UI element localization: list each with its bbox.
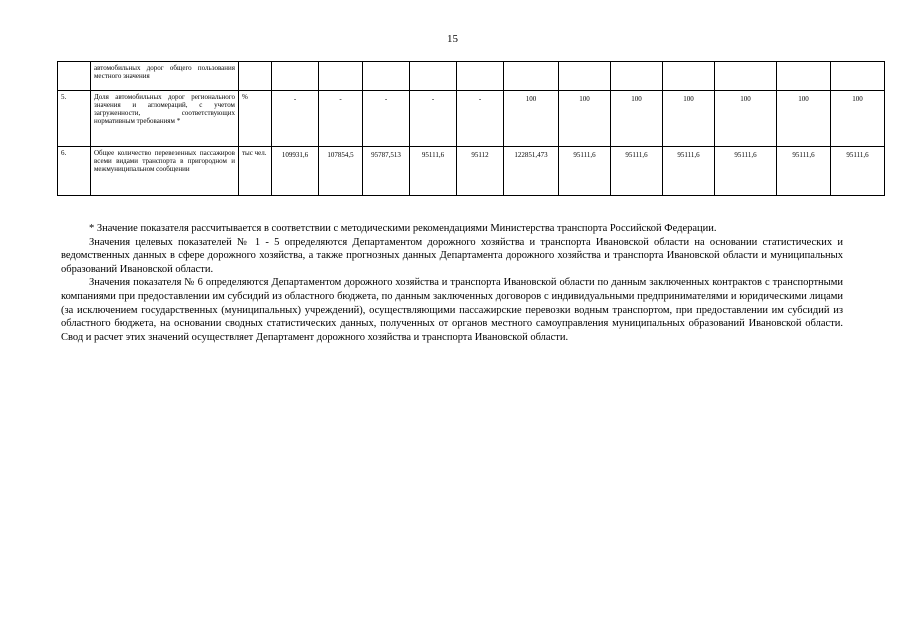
- value-cell: 100: [831, 91, 885, 147]
- value-cell: -: [363, 91, 410, 147]
- value-cell: 100: [715, 91, 777, 147]
- value-cell: 95112: [457, 147, 504, 196]
- value-cell: 95787,513: [363, 147, 410, 196]
- value-cell: 95111,6: [777, 147, 831, 196]
- value-cell: [504, 62, 559, 91]
- row-number-cell: [58, 62, 91, 91]
- value-cell: 100: [504, 91, 559, 147]
- unit-cell: %: [239, 91, 272, 147]
- table-body: [58, 62, 885, 196]
- value-cell: -: [457, 91, 504, 147]
- value-cell: [559, 62, 611, 91]
- notes-section: [61, 222, 843, 344]
- value-cell: 95111,6: [559, 147, 611, 196]
- value-cell: [831, 62, 885, 91]
- indicator-name-cell: Общее количество перевезенных пассажиров всеми видами транспорта в пригородном и межмуниципальном сообщении: [91, 147, 239, 196]
- value-cell: [611, 62, 663, 91]
- value-cell: -: [319, 91, 363, 147]
- value-cell: 100: [663, 91, 715, 147]
- value-cell: 95111,6: [410, 147, 457, 196]
- table-row: [58, 147, 885, 196]
- indicator-name-cell: Доля автомобильных дорог регионального значения и агломераций, с учетом загруженности, соответствующих нормативным требованиям *: [91, 91, 239, 147]
- value-cell: 100: [611, 91, 663, 147]
- value-cell: [715, 62, 777, 91]
- value-cell: 100: [777, 91, 831, 147]
- value-cell: [319, 62, 363, 91]
- table-row: [58, 62, 885, 91]
- row-number-cell: 5.: [58, 91, 91, 147]
- value-cell: 122851,473: [504, 147, 559, 196]
- value-cell: 100: [559, 91, 611, 147]
- value-cell: [272, 62, 319, 91]
- value-cell: 95111,6: [715, 147, 777, 196]
- indicator-name-cell: автомобильных дорог общего пользования местного значения: [91, 62, 239, 91]
- value-cell: [663, 62, 715, 91]
- value-cell: -: [410, 91, 457, 147]
- value-cell: [777, 62, 831, 91]
- value-cell: 95111,6: [663, 147, 715, 196]
- note-paragraph: * Значение показателя рассчитывается в соответствии с методическими рекомендациями Министерства транспорта Российской Федерации.: [89, 223, 717, 234]
- page-number: 15: [447, 33, 458, 45]
- unit-cell: [239, 62, 272, 91]
- value-cell: [457, 62, 504, 91]
- note-paragraph: Значения целевых показателей № 1 - 5 определяются Департаментом дорожного хозяйства и транспорта Ивановской области на основании статистических и ведомственных данных в сфере дорожного хозяйства, а также прогнозных данных Департамента дорожного хозяйства и транспорта Ивановской области и муниципальных образований Ивановской области.: [61, 236, 843, 275]
- value-cell: 107854,5: [319, 147, 363, 196]
- row-number-cell: 6.: [58, 147, 91, 196]
- value-cell: 95111,6: [831, 147, 885, 196]
- value-cell: 95111,6: [611, 147, 663, 196]
- value-cell: 109931,6: [272, 147, 319, 196]
- note-paragraph: Значения показателя № 6 определяются Департаментом дорожного хозяйства и транспорта Ивановской области по данным заключенных контрактов с транспортными компаниями при предоставлении им субсидий из областного бюджета, по данным заключенных договоров с индивидуальными предпринимателями и юридическими лицами (за исключением государственных (муниципальных) учреждений), осуществляющими пассажирские перевозки водным транспортом, при предоставлении им субсидий из областного бюджета, на основании сводных статистических данных, полученных от органов местного самоуправления муниципальных образований Ивановской области. Свод и расчет этих значений осуществляет Департамент дорожного хозяйства и транспорта Ивановской области.: [61, 277, 843, 343]
- unit-cell: тыс чел.: [239, 147, 272, 196]
- table-row: [58, 91, 885, 147]
- indicators-table: [57, 61, 885, 196]
- value-cell: [410, 62, 457, 91]
- value-cell: [363, 62, 410, 91]
- value-cell: -: [272, 91, 319, 147]
